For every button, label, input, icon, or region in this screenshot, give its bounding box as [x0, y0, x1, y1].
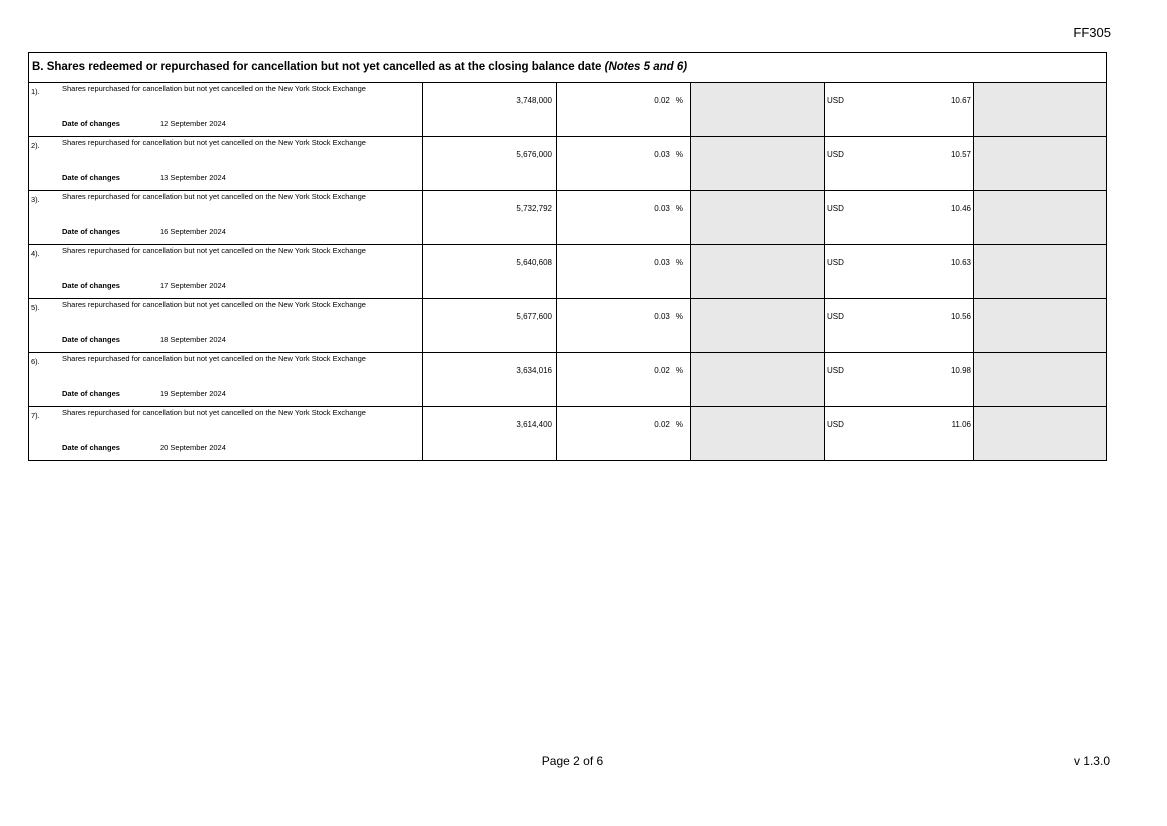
date-value: 20 September 2024	[160, 443, 226, 452]
price-value: 10.57	[950, 150, 971, 159]
percent-value: 0.03	[654, 150, 670, 159]
table-row	[29, 353, 1106, 407]
shares-value: 5,640,608	[516, 258, 552, 267]
shaded-cell	[690, 353, 824, 406]
table-body	[29, 83, 1106, 460]
percent-value: 0.03	[654, 312, 670, 321]
row-description: Shares repurchased for cancellation but not yet cancelled on the New York Stock Exchange	[62, 192, 366, 201]
shaded-cell	[973, 83, 1106, 136]
table-row	[29, 245, 1106, 299]
shares-value: 5,732,792	[516, 204, 552, 213]
section-title-text: B. Shares redeemed or repurchased for cancellation but not yet cancelled as at the closing balance date	[32, 61, 602, 73]
shaded-cell	[690, 407, 824, 460]
row-index: 2).	[31, 141, 40, 150]
table-row	[29, 191, 1106, 245]
shares-cell	[422, 353, 556, 406]
date-line	[62, 119, 226, 128]
table-row	[29, 83, 1106, 137]
percent-value: 0.02	[654, 96, 670, 105]
version-label: v 1.3.0	[1073, 754, 1110, 768]
row-description: Shares repurchased for cancellation but not yet cancelled on the New York Stock Exchange	[62, 246, 366, 255]
date-value: 18 September 2024	[160, 335, 226, 344]
date-value: 12 September 2024	[160, 119, 226, 128]
row-description: Shares repurchased for cancellation but not yet cancelled on the New York Stock Exchange	[62, 408, 366, 417]
shares-cell	[422, 191, 556, 244]
price-cell	[824, 299, 973, 352]
shares-cell	[422, 299, 556, 352]
price-value: 10.56	[950, 312, 971, 321]
description-cell	[29, 83, 422, 136]
percent-value-group	[654, 204, 683, 213]
percent-value: 0.03	[654, 258, 670, 267]
price-cell	[824, 353, 973, 406]
shaded-cell	[690, 245, 824, 298]
currency-code: USD	[827, 204, 844, 213]
percent-value-group	[654, 366, 683, 375]
percent-value-group	[654, 150, 683, 159]
date-line	[62, 227, 226, 236]
percent-cell	[556, 353, 690, 406]
shares-value: 5,677,600	[516, 312, 552, 321]
date-label: Date of changes	[62, 173, 120, 182]
shares-value: 5,676,000	[516, 150, 552, 159]
description-cell	[29, 299, 422, 352]
shaded-cell	[973, 137, 1106, 190]
date-label: Date of changes	[62, 227, 120, 236]
description-cell	[29, 245, 422, 298]
price-cell	[824, 245, 973, 298]
row-index: 3).	[31, 195, 40, 204]
shaded-cell	[690, 299, 824, 352]
row-description: Shares repurchased for cancellation but not yet cancelled on the New York Stock Exchange	[62, 84, 366, 93]
row-description: Shares repurchased for cancellation but not yet cancelled on the New York Stock Exchange	[62, 300, 366, 309]
price-cell	[824, 83, 973, 136]
price-value: 10.46	[950, 204, 971, 213]
shaded-cell	[973, 299, 1106, 352]
percent-symbol: %	[675, 420, 683, 429]
row-index: 1).	[31, 87, 40, 96]
percent-cell	[556, 299, 690, 352]
percent-cell	[556, 407, 690, 460]
row-index: 7).	[31, 411, 40, 420]
date-line	[62, 443, 226, 452]
description-cell	[29, 137, 422, 190]
percent-cell	[556, 245, 690, 298]
shaded-cell	[690, 137, 824, 190]
percent-value-group	[654, 258, 683, 267]
price-value: 11.06	[951, 420, 971, 429]
row-index: 5).	[31, 303, 40, 312]
description-cell	[29, 191, 422, 244]
price-value: 10.63	[950, 258, 971, 267]
shaded-cell	[973, 245, 1106, 298]
description-cell	[29, 353, 422, 406]
currency-code: USD	[827, 150, 844, 159]
price-cell	[824, 407, 973, 460]
table-row	[29, 299, 1106, 353]
table-row	[29, 137, 1106, 191]
date-value: 16 September 2024	[160, 227, 226, 236]
percent-value-group	[654, 312, 683, 321]
date-label: Date of changes	[62, 335, 120, 344]
currency-code: USD	[827, 312, 844, 321]
percent-cell	[556, 191, 690, 244]
percent-value-group	[654, 420, 683, 429]
percent-value: 0.03	[654, 204, 670, 213]
currency-code: USD	[827, 96, 844, 105]
currency-code: USD	[827, 258, 844, 267]
date-value: 17 September 2024	[160, 281, 226, 290]
shaded-cell	[973, 407, 1106, 460]
shares-value: 3,748,000	[516, 96, 552, 105]
shaded-cell	[690, 83, 824, 136]
price-cell	[824, 137, 973, 190]
percent-cell	[556, 137, 690, 190]
shaded-cell	[690, 191, 824, 244]
description-cell	[29, 407, 422, 460]
shares-cell	[422, 245, 556, 298]
date-label: Date of changes	[62, 389, 120, 398]
percent-symbol: %	[675, 312, 683, 321]
date-value: 19 September 2024	[160, 389, 226, 398]
row-description: Shares repurchased for cancellation but not yet cancelled on the New York Stock Exchange	[62, 354, 366, 363]
shares-value: 3,634,016	[516, 366, 552, 375]
price-value: 10.67	[950, 96, 971, 105]
percent-cell	[556, 83, 690, 136]
page-number: Page 2 of 6	[541, 754, 604, 768]
date-line	[62, 335, 226, 344]
date-label: Date of changes	[62, 281, 120, 290]
date-line	[62, 389, 226, 398]
table-row	[29, 407, 1106, 460]
date-label: Date of changes	[62, 119, 120, 128]
currency-code: USD	[827, 366, 844, 375]
price-value: 10.98	[950, 366, 971, 375]
price-cell	[824, 191, 973, 244]
percent-symbol: %	[675, 204, 683, 213]
shares-cell	[422, 137, 556, 190]
shaded-cell	[973, 191, 1106, 244]
date-line	[62, 281, 226, 290]
shares-value: 3,614,400	[516, 420, 552, 429]
shares-cell	[422, 407, 556, 460]
section-title	[29, 53, 1106, 83]
percent-value-group	[654, 96, 683, 105]
row-description: Shares repurchased for cancellation but not yet cancelled on the New York Stock Exchange	[62, 138, 366, 147]
date-label: Date of changes	[62, 443, 120, 452]
form-code: FF305	[1073, 25, 1111, 40]
percent-symbol: %	[675, 258, 683, 267]
shaded-cell	[973, 353, 1106, 406]
percent-symbol: %	[675, 150, 683, 159]
row-index: 6).	[31, 357, 40, 366]
percent-value: 0.02	[654, 420, 670, 429]
section-notes: (Notes 5 and 6)	[604, 61, 688, 73]
percent-symbol: %	[675, 96, 683, 105]
shares-cell	[422, 83, 556, 136]
row-index: 4).	[31, 249, 40, 258]
shares-table	[28, 52, 1107, 461]
date-value: 13 September 2024	[160, 173, 226, 182]
percent-value: 0.02	[654, 366, 670, 375]
percent-symbol: %	[675, 366, 683, 375]
date-line	[62, 173, 226, 182]
currency-code: USD	[827, 420, 844, 429]
